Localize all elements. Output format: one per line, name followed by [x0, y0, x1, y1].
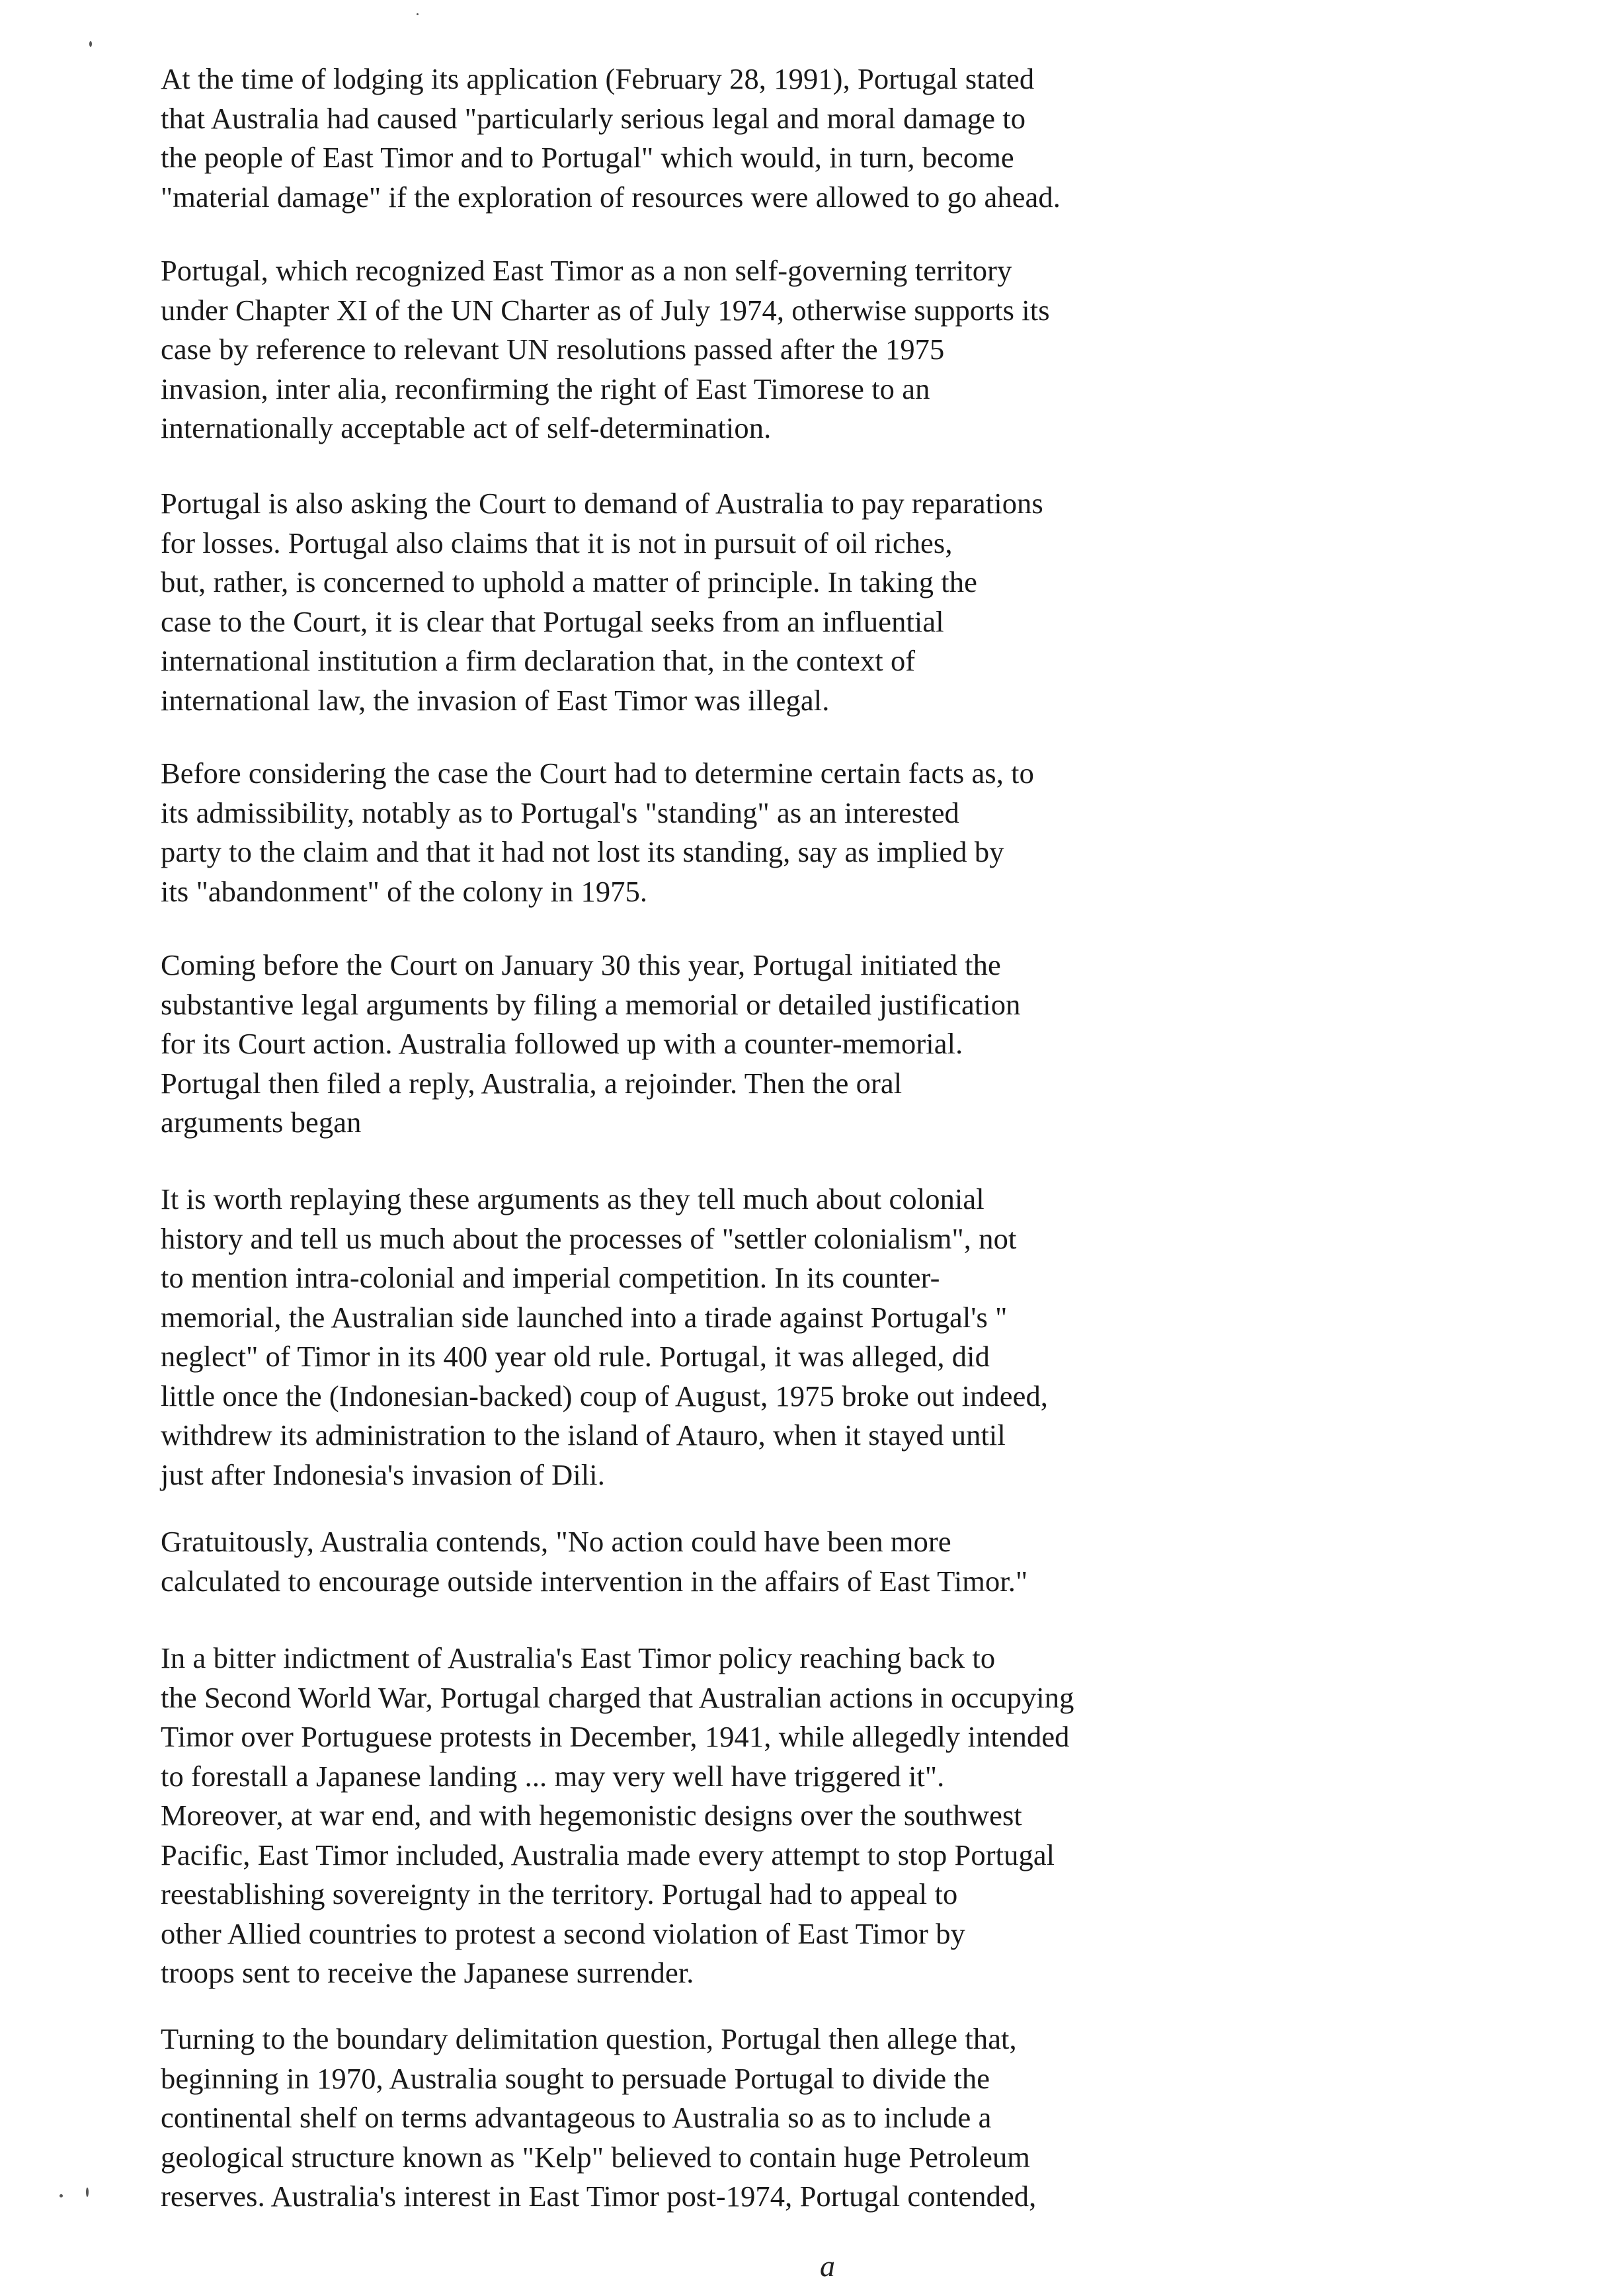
- text-line: neglect" of Timor in its 400 year old rule. Portugal, it was alleged, did: [161, 1340, 990, 1373]
- scan-speck: [86, 2188, 89, 2197]
- text-line: calculated to encourage outside intervention in the affairs of East Timor.": [161, 1564, 1028, 1598]
- paragraph-indictment: [161, 1639, 1074, 1993]
- text-line: its "abandonment" of the colony in 1975.: [161, 874, 648, 908]
- text-line: Gratuitously, Australia contends, "No action could have been more: [161, 1525, 951, 1558]
- text-line: international law, the invasion of East Timor was illegal.: [161, 683, 830, 717]
- paragraph-arguments: [161, 1180, 1048, 1495]
- text-line: invasion, inter alia, reconfirming the right of East Timorese to an: [161, 372, 930, 405]
- text-line: substantive legal arguments by filing a memorial or detailed justification: [161, 987, 1021, 1021]
- text-line: little once the (Indonesian-backed) coup of August, 1975 broke out indeed,: [161, 1379, 1049, 1413]
- text-line: party to the claim and that it had not lost its standing, say as implied by: [161, 835, 1004, 868]
- text-line: "material damage" if the exploration of resources were allowed to go ahead.: [161, 180, 1061, 214]
- text-line: for its Court action. Australia followed up with a counter-memorial.: [161, 1027, 963, 1060]
- text-line: international institution a firm declaration that, in the context of: [161, 644, 916, 677]
- text-line: under Chapter XI of the UN Charter as of July 1974, otherwise supports its: [161, 293, 1050, 327]
- text-line: Portugal, which recognized East Timor as a non self-governing territory: [161, 254, 1012, 287]
- text-line: memorial, the Australian side launched into a tirade against Portugal's ": [161, 1300, 1008, 1334]
- text-line: troops sent to receive the Japanese surrender.: [161, 1956, 694, 1989]
- scan-speck: [417, 13, 419, 15]
- text-line: Coming before the Court on January 30 this year, Portugal initiated the: [161, 948, 1001, 981]
- text-line: Moreover, at war end, and with hegemonistic designs over the southwest: [161, 1799, 1022, 1832]
- text-line: reestablishing sovereignty in the territory. Portugal had to appeal to: [161, 1877, 958, 1910]
- text-line: geological structure known as "Kelp" believed to contain huge Petroleum: [161, 2140, 1031, 2174]
- text-line: to forestall a Japanese landing ... may very well have triggered it".: [161, 1759, 945, 1793]
- text-line: but, rather, is concerned to uphold a matter of principle. In taking the: [161, 565, 977, 598]
- text-line: the people of East Timor and to Portugal" which would, in turn, become: [161, 141, 1014, 174]
- text-line: history and tell us much about the processes of "settler colonialism", not: [161, 1221, 1017, 1255]
- text-line: beginning in 1970, Australia sought to persuade Portugal to divide the: [161, 2061, 990, 2095]
- text-line: In a bitter indictment of Australia's East Timor policy reaching back to: [161, 1641, 996, 1674]
- text-line: internationally acceptable act of self-determination.: [161, 411, 772, 444]
- text-line: its admissibility, notably as to Portugal's "standing" as an interested: [161, 796, 959, 829]
- text-line: Before considering the case the Court had to determine certain facts as, to: [161, 757, 1034, 790]
- paragraph-gratuitously: [161, 1522, 1027, 1601]
- text-line: other Allied countries to protest a second violation of East Timor by: [161, 1916, 965, 1950]
- text-line: reserves. Australia's interest in East Timor post-1974, Portugal contended,: [161, 2180, 1037, 2213]
- text-line: At the time of lodging its application (February 28, 1991), Portugal stated: [161, 62, 1035, 95]
- text-line: case to the Court, it is clear that Portugal seeks from an influential: [161, 604, 944, 638]
- text-line: Portugal is also asking the Court to demand of Australia to pay reparations: [161, 487, 1043, 520]
- text-line: It is worth replaying these arguments as they tell much about colonial: [161, 1182, 985, 1215]
- text-line: arguments began: [161, 1106, 362, 1139]
- text-line: Turning to the boundary delimitation question, Portugal then allege that,: [161, 2022, 1017, 2055]
- text-line: continental shelf on terms advantageous to Australia so as to include a: [161, 2101, 992, 2134]
- paragraph-recognition: [161, 251, 1050, 448]
- text-line: for losses. Portugal also claims that it is not in pursuit of oil riches,: [161, 526, 953, 559]
- text-line: the Second World War, Portugal charged that Australian actions in occupying: [161, 1680, 1074, 1714]
- page-mark: a: [820, 2249, 835, 2283]
- text-line: Pacific, East Timor included, Australia made every attempt to stop Portugal: [161, 1838, 1055, 1871]
- text-line: case by reference to relevant UN resolutions passed after the 1975: [161, 333, 945, 366]
- scan-speck: [60, 2194, 63, 2197]
- text-line: to mention intra-colonial and imperial competition. In its counter-: [161, 1261, 940, 1294]
- paragraph-reparations: [161, 484, 1043, 720]
- text-line: just after Indonesia's invasion of Dili.: [161, 1457, 605, 1491]
- text-line: Timor over Portuguese protests in December, 1941, while allegedly intended: [161, 1720, 1070, 1753]
- text-line: Portugal then filed a reply, Australia, a rejoinder. Then the oral: [161, 1066, 903, 1100]
- paragraph-proceedings: [161, 946, 1020, 1143]
- paragraph-application: [161, 60, 1061, 217]
- paragraph-boundary: [161, 2020, 1036, 2217]
- scan-speck: [89, 41, 92, 47]
- text-line: withdrew its administration to the island of Atauro, when it stayed until: [161, 1418, 1006, 1452]
- paragraph-admissibility: [161, 754, 1034, 911]
- text-line: that Australia had caused "particularly serious legal and moral damage to: [161, 101, 1026, 135]
